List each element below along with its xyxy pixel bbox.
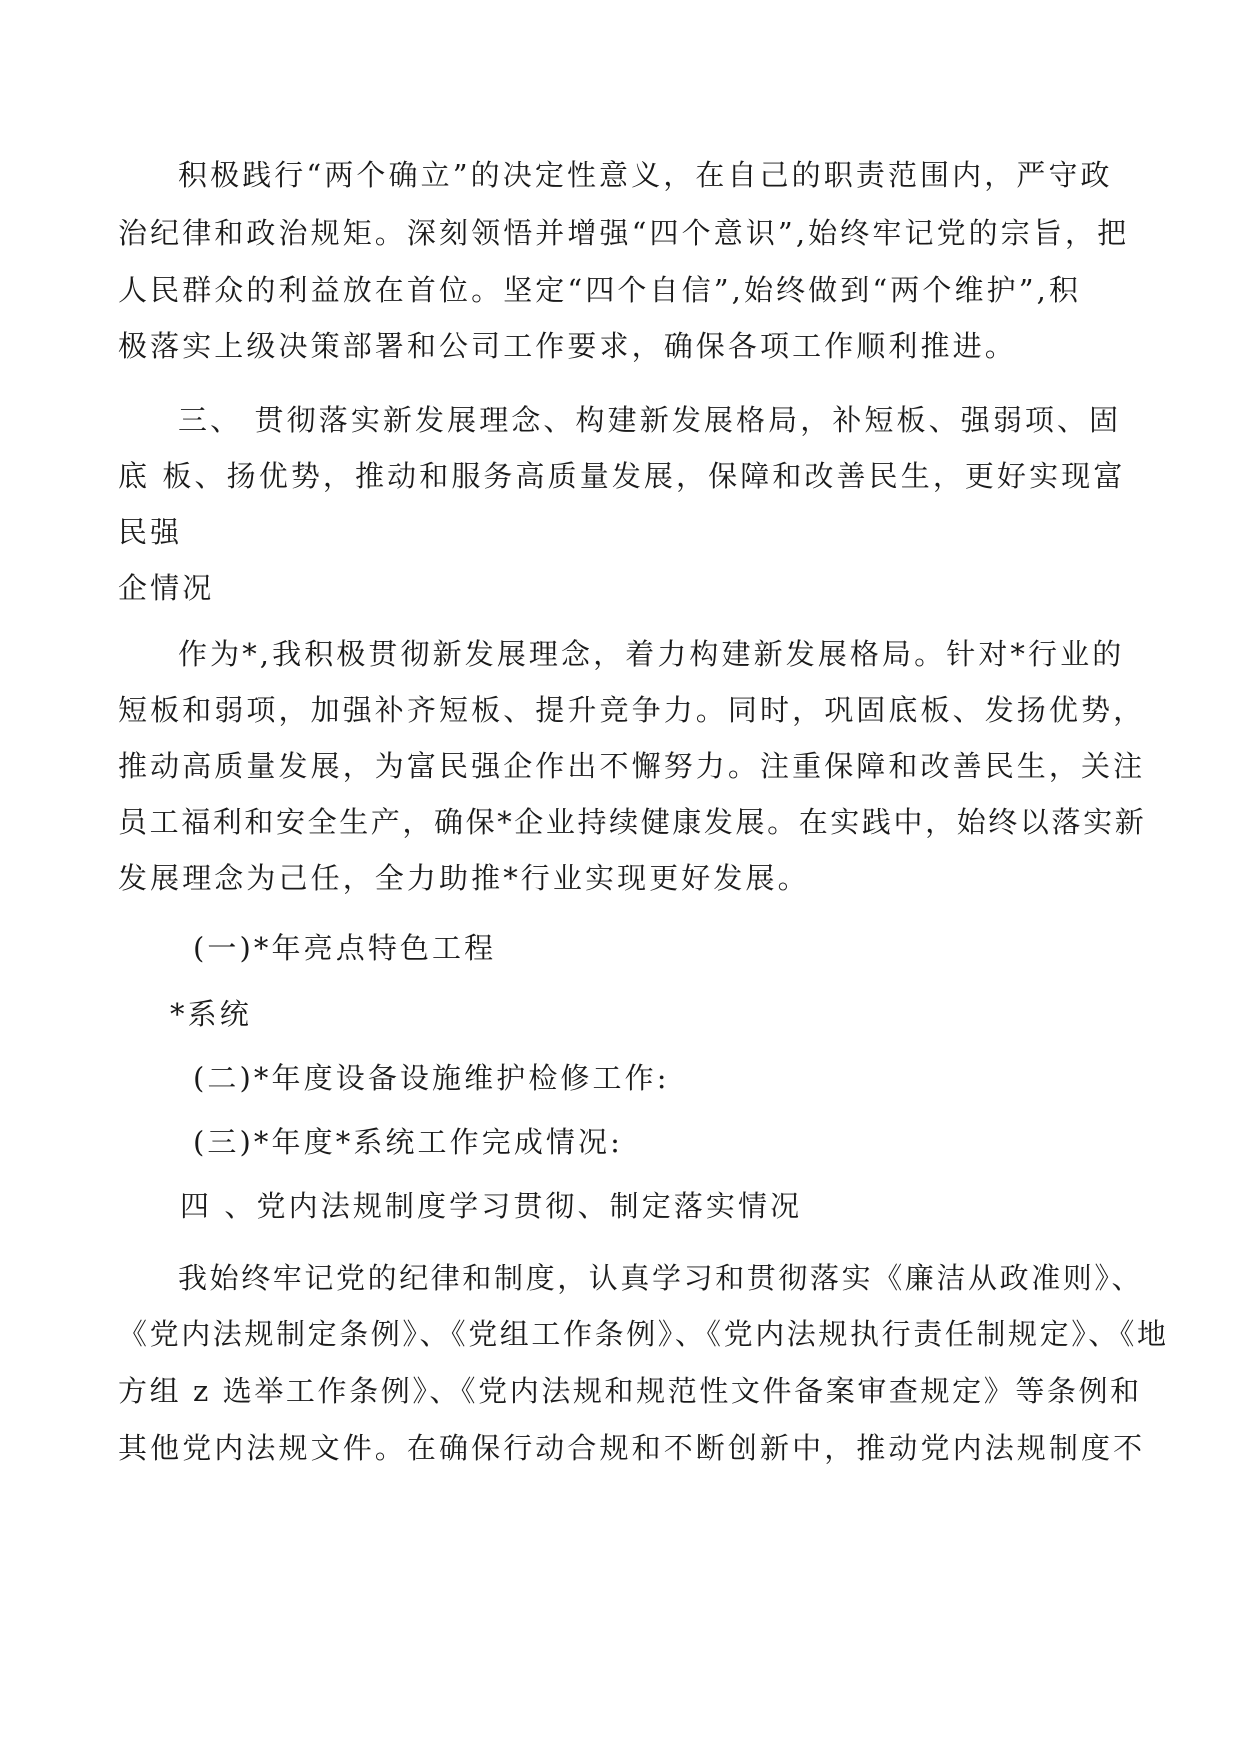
subsection-item: *系统: [170, 997, 252, 1031]
paragraph-line: 《党内法规制定条例》、《党组工作条例》、《党内法规执行责任制规定》、《地: [118, 1317, 1169, 1351]
section-heading-line: 企情况: [118, 571, 215, 605]
subsection-heading: (一)*年亮点特色工程: [193, 931, 497, 965]
paragraph-line: 推动高质量发展，为富民强企作出不懈努力。注重保障和改善民生，关注: [118, 749, 1146, 783]
paragraph-line: 发展理念为己任，全力助推*行业实现更好发展。: [118, 861, 810, 895]
paragraph-line: 方组 z 选举工作条例》、《党内法规和规范性文件备案审查规定》等条例和: [118, 1374, 1142, 1408]
paragraph-line: 极落实上级决策部署和公司工作要求，确保各项工作顺利推进。: [118, 329, 1017, 363]
paragraph-line: 治纪律和政治规矩。深刻领悟并增强“四个意识”,始终牢记党的宗旨，把: [118, 216, 1130, 250]
paragraph-line: 人民群众的利益放在首位。坚定“四个自信”,始终做到“两个维护”,积: [118, 273, 1082, 307]
paragraph-line: 短板和弱项，加强补齐短板、提升竞争力。同时，巩固底板、发扬优势，: [118, 693, 1146, 727]
subsection-heading: (三)*年度*系统工作完成情况:: [193, 1125, 623, 1159]
section-heading: 四 、党内法规制度学习贯彻、制定落实情况: [180, 1189, 803, 1223]
section-heading-line: 民强: [118, 515, 183, 549]
subsection-heading: (二)*年度设备设施维护检修工作:: [193, 1061, 670, 1095]
paragraph-line: 作为*,我积极贯彻新发展理念，着力构建新发展格局。针对*行业的: [178, 637, 1125, 671]
paragraph-line: 我始终牢记党的纪律和制度，认真学习和贯彻落实《廉洁从政准则》、: [178, 1261, 1144, 1295]
section-heading-line: 三、 贯彻落实新发展理念、构建新发展格局，补短板、强弱项、固: [178, 403, 1122, 437]
section-heading-line: 底 板、扬优势，推动和服务高质量发展，保障和改善民生，更好实现富: [118, 459, 1126, 493]
paragraph-line: 其他党内法规文件。在确保行动合规和不断创新中，推动党内法规制度不: [118, 1431, 1146, 1465]
paragraph-line: 员工福利和安全生产，确保*企业持续健康发展。在实践中，始终以落实新: [118, 805, 1147, 839]
paragraph-line: 积极践行“两个确立”的决定性意义，在自己的职责范围内，严守政: [178, 158, 1113, 192]
